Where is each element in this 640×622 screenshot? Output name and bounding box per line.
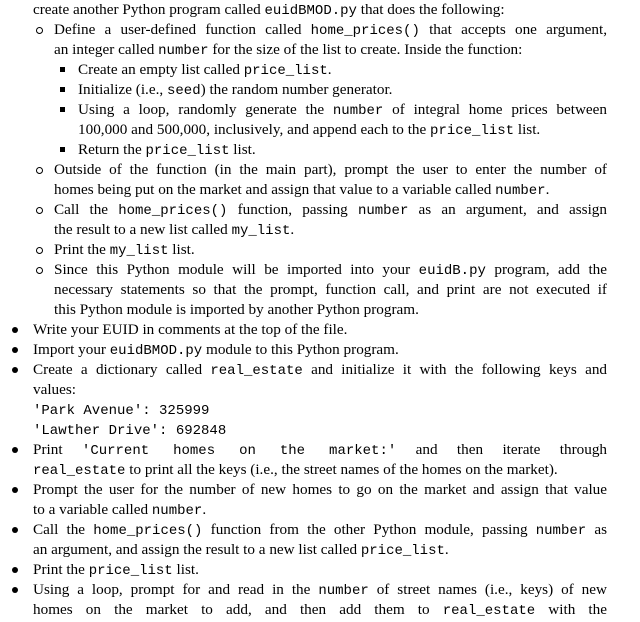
text-line <box>54 280 607 300</box>
disc-bullet-icon <box>12 567 18 573</box>
text-span: Write your EUID in comments at the top of the file. <box>33 321 348 338</box>
square-bullet-icon <box>60 107 65 112</box>
disc-bullet-icon <box>12 587 18 593</box>
text-line <box>54 200 607 222</box>
text-span: . <box>444 541 449 558</box>
code-span: number <box>495 183 546 199</box>
code-span: number <box>151 503 203 519</box>
text-line <box>33 340 399 362</box>
code-span: number <box>357 203 409 219</box>
text-span: . <box>545 181 550 198</box>
text-span: Call the <box>54 201 119 218</box>
text-line <box>54 160 607 180</box>
text-span: that accepts one argument, <box>419 21 608 38</box>
code-span: price_list <box>88 563 173 579</box>
code-span: real_estate <box>442 603 536 619</box>
text-line <box>33 460 558 482</box>
text-line <box>33 540 449 562</box>
text-span: Create a dictionary called <box>33 361 211 378</box>
text-line <box>78 100 607 122</box>
text-span: with the <box>535 601 607 618</box>
disc-bullet-icon <box>12 487 18 493</box>
text-span: Since this Python module will be imported into your <box>54 261 419 278</box>
code-span: price_list <box>145 143 230 159</box>
text-line <box>33 480 607 500</box>
text-span: . <box>327 61 332 78</box>
code-span: home_prices() <box>118 203 228 219</box>
text-span: and initialize it with the following keys and <box>302 361 608 378</box>
circle-bullet-icon <box>36 27 43 34</box>
text-line <box>54 40 522 62</box>
code-span: price_list <box>360 543 445 559</box>
text-span: module to this Python program. <box>202 341 399 358</box>
text-span: Outside of the function (in the main part), prompt the user to enter the number of <box>54 161 607 178</box>
text-span: create another Python program called <box>33 1 265 18</box>
text-line <box>54 240 195 262</box>
text-span: Print the <box>54 241 110 258</box>
text-span: Using a loop, prompt for and read in the <box>33 581 319 598</box>
code-span: euidB.py <box>418 263 486 279</box>
text-span: of street names (i.e., keys) of new <box>368 581 607 598</box>
text-line <box>54 220 294 242</box>
text-span: as <box>586 521 608 538</box>
text-span: Create an empty list called <box>78 61 244 78</box>
text-line <box>54 180 549 202</box>
code-span: number <box>332 103 384 119</box>
text-span: . <box>202 501 207 518</box>
text-span: function, passing <box>227 201 358 218</box>
code-span: seed <box>166 83 201 99</box>
text-span: Print the <box>33 561 89 578</box>
text-span: ) the random number generator. <box>200 81 393 98</box>
disc-bullet-icon <box>12 367 18 373</box>
circle-bullet-icon <box>36 207 43 214</box>
text-span: necessary statements so that the prompt, function call, and print are not executed if <box>54 281 607 298</box>
text-line <box>33 320 347 340</box>
circle-bullet-icon <box>36 247 43 254</box>
text-span: program, add the <box>485 261 607 278</box>
text-line <box>78 60 332 82</box>
text-line <box>33 500 206 522</box>
code-span: my_list <box>231 223 291 239</box>
text-span: Initialize (i.e., <box>78 81 167 98</box>
text-line <box>33 440 607 462</box>
text-span: to a variable called <box>33 501 152 518</box>
code-span: real_estate <box>33 463 126 479</box>
square-bullet-icon <box>60 67 65 72</box>
code-span: price_list <box>243 63 328 79</box>
text-span: and then iterate through <box>396 441 608 458</box>
text-span: to print all the keys (i.e., the street names of the homes on the market). <box>125 461 558 478</box>
disc-bullet-icon <box>12 447 18 453</box>
code-span: home_prices() <box>93 523 203 539</box>
text-span: Define a user-defined function called <box>54 21 311 38</box>
code-span: number <box>158 43 209 59</box>
code-span: number <box>535 523 587 539</box>
text-line <box>33 400 209 422</box>
text-line <box>33 420 226 442</box>
text-span: Prompt the user for the number of new homes to go on the market and assign that value <box>33 481 607 498</box>
text-line <box>33 360 607 382</box>
code-span: 'Current homes on the market:' <box>81 443 397 459</box>
text-span: list. <box>514 121 541 138</box>
text-span: list. <box>229 141 256 158</box>
square-bullet-icon <box>60 87 65 92</box>
text-span: homes being put on the market and assign that value to a variable called <box>54 181 496 198</box>
text-span: list. <box>172 561 199 578</box>
text-span: values: <box>33 381 77 398</box>
square-bullet-icon <box>60 147 65 152</box>
text-span: Using a loop, randomly generate the <box>78 101 333 118</box>
text-line <box>54 20 607 42</box>
text-span: function from the other Python module, passing <box>202 521 536 538</box>
code-span: 'Park Avenue': 325999 <box>33 403 210 419</box>
code-span: price_list <box>430 123 515 139</box>
text-line <box>33 600 607 622</box>
code-span: real_estate <box>210 363 303 379</box>
text-line <box>54 300 419 320</box>
text-span: homes on the market to add, and then add them to <box>33 601 443 618</box>
code-span: home_prices() <box>310 23 420 39</box>
text-line <box>54 260 607 282</box>
code-span: number <box>318 583 369 599</box>
text-span: Print <box>33 441 82 458</box>
text-line <box>33 380 76 400</box>
code-span: my_list <box>109 243 169 259</box>
text-span: 100,000 and 500,000, inclusively, and append each to the <box>78 121 431 138</box>
text-span: an integer called <box>54 41 159 58</box>
disc-bullet-icon <box>12 527 18 533</box>
disc-bullet-icon <box>12 347 18 353</box>
text-line <box>78 80 392 102</box>
text-span: for the size of the list to create. Inside the function: <box>208 41 523 58</box>
text-span: of integral home prices between <box>383 101 608 118</box>
text-span: Import your <box>33 341 110 358</box>
circle-bullet-icon <box>36 167 43 174</box>
text-span: that does the following: <box>356 1 505 18</box>
text-line <box>33 560 199 582</box>
code-span: 'Lawther Drive': 692848 <box>33 423 227 439</box>
text-line <box>33 580 607 602</box>
text-span: list. <box>168 241 195 258</box>
text-span: the result to a new list called <box>54 221 232 238</box>
circle-bullet-icon <box>36 267 43 274</box>
code-span: euidBMOD.py <box>264 3 357 19</box>
text-line <box>78 140 256 162</box>
text-line <box>78 120 540 142</box>
text-span: this Python module is imported by another Python program. <box>54 301 419 318</box>
disc-bullet-icon <box>12 327 18 333</box>
text-span: Call the <box>33 521 94 538</box>
code-span: euidBMOD.py <box>109 343 203 359</box>
text-line <box>33 520 607 542</box>
text-line <box>33 0 505 22</box>
text-span: as an argument, and assign <box>408 201 607 218</box>
text-span: . <box>290 221 295 238</box>
text-span: an argument, and assign the result to a new list called <box>33 541 361 558</box>
text-span: Return the <box>78 141 146 158</box>
